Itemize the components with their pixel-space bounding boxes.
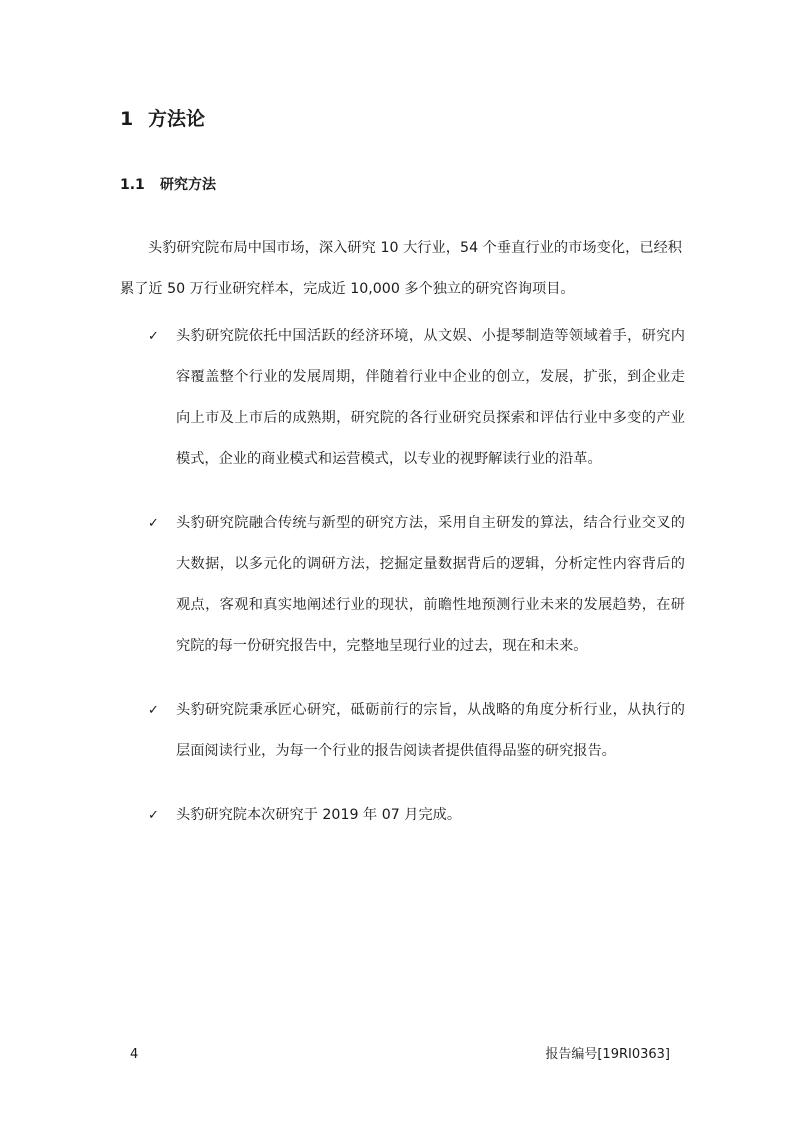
- bullet-text: 头豹研究院本次研究于 2019 年 07 月完成。: [176, 807, 462, 823]
- intro-paragraph: 头豹研究院布局中国市场，深入研究 10 大行业，54 个垂直行业的市场变化，已经积累了近 50 万行业研究样本，完成近 10,000 多个独立的研究咨询项目。: [120, 240, 682, 297]
- report-code: 报告编号[19RI0363]: [545, 1047, 670, 1062]
- bullet-item: [120, 690, 685, 772]
- bullet-item: [120, 503, 685, 667]
- bullet-item: [120, 795, 685, 836]
- subsection-title: 研究方法: [160, 177, 216, 193]
- checkmark-icon: ✓: [148, 329, 159, 344]
- bullet-item: [120, 316, 685, 480]
- checkmark-icon: ✓: [148, 516, 159, 531]
- bullet-text: 头豹研究院秉承匠心研究，砥砺前行的宗旨，从战略的角度分析行业，从执行的层面阅读行业，为每一个行业的报告阅读者提供值得品鉴的研究报告。: [176, 702, 685, 759]
- page-number: 4: [130, 1047, 139, 1062]
- bullet-text: 头豹研究院融合传统与新型的研究方法，采用自主研发的算法，结合行业交叉的大数据，以多元化的调研方法，挖掘定量数据背后的逻辑，分析定性内容背后的观点，客观和真实地阐述行业的现状，前瞻性地预测行业未来的发展趋势，在研究院的每一份研究报告中，完整地呈现行业的过去，现在和未来。: [176, 515, 685, 654]
- section-number: 1: [120, 108, 134, 130]
- section-heading: [120, 104, 205, 134]
- checkmark-icon: ✓: [148, 808, 159, 823]
- section-title: 方法论: [148, 108, 206, 130]
- subsection-heading: [120, 173, 216, 197]
- bullet-list: [120, 316, 685, 859]
- subsection-number: 1.1: [120, 177, 145, 193]
- bullet-text: 头豹研究院依托中国活跃的经济环境，从文娱、小提琴制造等领域着手，研究内容覆盖整个行业的发展周期，伴随着行业中企业的创立，发展，扩张，到企业走向上市及上市后的成熟期，研究院的各行业研究员探索和评估行业中多变的产业模式，企业的商业模式和运营模式，以专业的视野解读行业的沿革。: [176, 328, 685, 467]
- checkmark-icon: ✓: [148, 703, 159, 718]
